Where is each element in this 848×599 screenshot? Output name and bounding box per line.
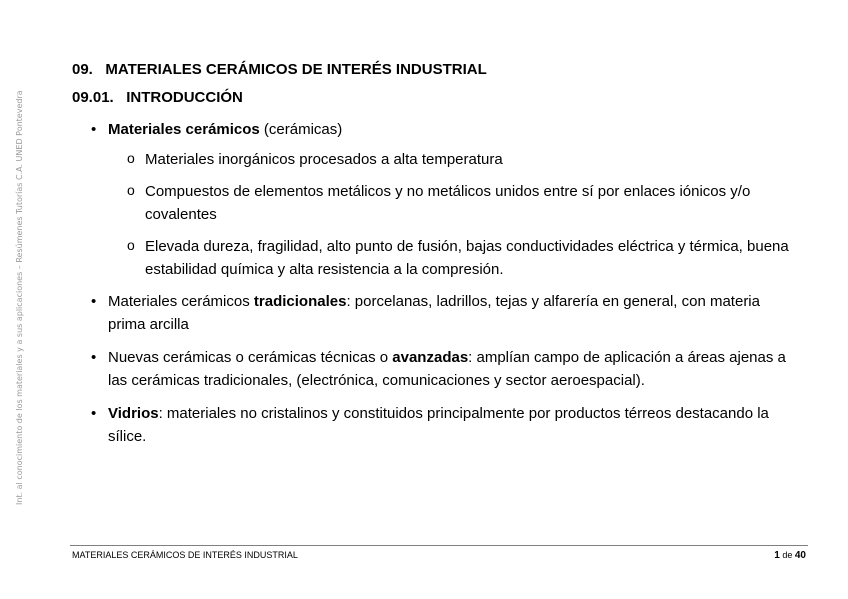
footer-title: MATERIALES CERÁMICOS DE INTERÉS INDUSTRIAL: [72, 550, 298, 560]
bullet-item: [108, 346, 798, 392]
bullet-text: (cerámicas): [259, 121, 343, 138]
bullet-bold: avanzadas: [392, 349, 469, 366]
page-separator: de: [779, 550, 795, 560]
bullet-bold: tradicionales: [253, 293, 347, 310]
page-number: [774, 550, 806, 561]
current-page: 1: [774, 550, 780, 561]
bullet-bold: Vidrios: [108, 405, 159, 422]
sub-item: o Materiales inorgánicos procesados a alta temperatura: [145, 148, 805, 171]
total-pages: 40: [794, 550, 806, 561]
bullet-item: [108, 290, 798, 336]
bullet-item: [108, 118, 798, 141]
bullet-text: Materiales cerámicos: [108, 293, 254, 310]
bullet-item: [108, 402, 798, 448]
page-title: 09. MATERIALES CERÁMICOS DE INTERÉS INDUSTRIAL: [72, 61, 487, 78]
bullet-text: : materiales no cristalinos y constituidos principalmente por productos térreos destacando la sílice.: [108, 405, 769, 445]
bullet-bold: Materiales cerámicos: [108, 121, 260, 138]
bullet-text: Nuevas cerámicas o cerámicas técnicas o: [108, 349, 393, 366]
bullet-text: : amplían campo de aplicación a áreas ajenas a las cerámicas tradicionales, (electrónica, comunicaciones y sector aeroespacial).: [108, 349, 786, 389]
sub-item: o Compuestos de elementos metálicos y no metálicos unidos entre sí por enlaces iónicos y/o covalentes: [145, 180, 805, 226]
footer-divider: [70, 545, 808, 546]
section-subtitle: 09.01. INTRODUCCIÓN: [72, 89, 243, 106]
side-note: Int. al conocimiento de los materiales y a sus aplicaciones – Resúmenes Tutorías C.A. UNED Pontevedra: [15, 90, 24, 505]
bullet-text: : porcelanas, ladrillos, tejas y alfarería en general, con materia prima arcilla: [108, 293, 760, 333]
sub-item: o Elevada dureza, fragilidad, alto punto de fusión, bajas conductividades eléctrica y térmica, buena estabilidad química y alta resistencia a la compresión.: [145, 235, 805, 281]
